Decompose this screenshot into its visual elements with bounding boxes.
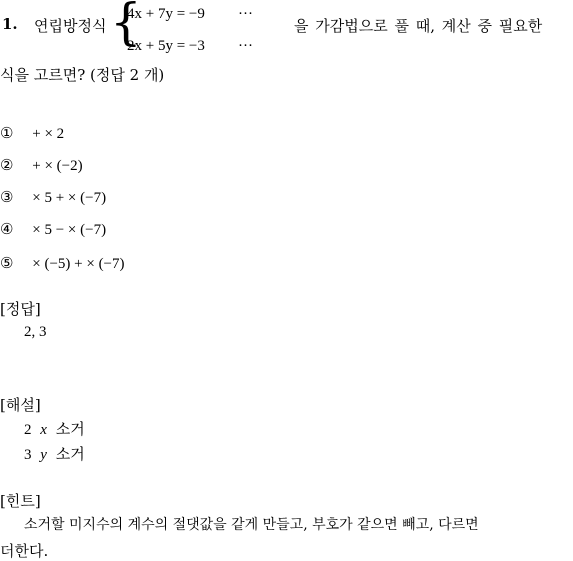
choice-expression: × 5 − × (−7) bbox=[32, 222, 107, 238]
explanation-label: [해설] bbox=[0, 396, 41, 414]
answer-label: [정답] bbox=[0, 300, 41, 318]
choice-number: ④ bbox=[0, 220, 14, 238]
system-brace: { bbox=[110, 0, 142, 51]
question-text-line-2: 식을 고르면? (정답 2 개) bbox=[0, 66, 165, 84]
question-text: 을 가감법으로 풀 때, 계산 중 필요한 bbox=[294, 17, 543, 35]
equation-2: 2x + 5y = −3 bbox=[127, 38, 205, 54]
choice-number: ③ bbox=[0, 188, 14, 206]
choice-number: ① bbox=[0, 124, 14, 142]
choice-number: ⑤ bbox=[0, 254, 14, 272]
hint-label: [힌트] bbox=[0, 492, 41, 510]
equation-1-marker: ··· bbox=[238, 6, 253, 22]
answer-value: 2, 3 bbox=[24, 324, 47, 340]
hint-text-line-1: 소거할 미지수의 계수의 절댓값을 같게 만들고, 부호가 같으면 빼고, 다르면 bbox=[24, 517, 479, 533]
explanation-text: 소거 bbox=[55, 445, 85, 463]
explanation-variable: x bbox=[40, 422, 47, 438]
choice-1[interactable] bbox=[0, 124, 64, 143]
choice-5[interactable] bbox=[0, 254, 125, 273]
equation-1: 4x + 7y = −9 bbox=[127, 6, 205, 22]
explanation-text: 소거 bbox=[55, 420, 85, 438]
choice-expression: × 5 + × (−7) bbox=[32, 190, 107, 206]
choice-expression: × (−5) + × (−7) bbox=[32, 256, 125, 272]
question-number: 1. bbox=[2, 15, 18, 33]
choice-number: ② bbox=[0, 156, 14, 174]
choice-4[interactable] bbox=[0, 220, 106, 239]
explanation-line bbox=[24, 418, 85, 439]
choice-expression: + × (−2) bbox=[32, 158, 83, 174]
explanation-coefficient: 2 bbox=[24, 422, 32, 438]
choice-3[interactable] bbox=[0, 188, 106, 207]
question-intro: 연립방정식 bbox=[34, 17, 107, 35]
explanation-variable: y bbox=[40, 447, 47, 463]
choice-2[interactable] bbox=[0, 156, 83, 175]
hint-text-line-2: 더한다. bbox=[0, 542, 49, 560]
explanation-line bbox=[24, 443, 85, 464]
equation-2-marker: ··· bbox=[238, 38, 253, 54]
explanation-coefficient: 3 bbox=[24, 447, 32, 463]
choice-expression: + × 2 bbox=[32, 126, 65, 142]
